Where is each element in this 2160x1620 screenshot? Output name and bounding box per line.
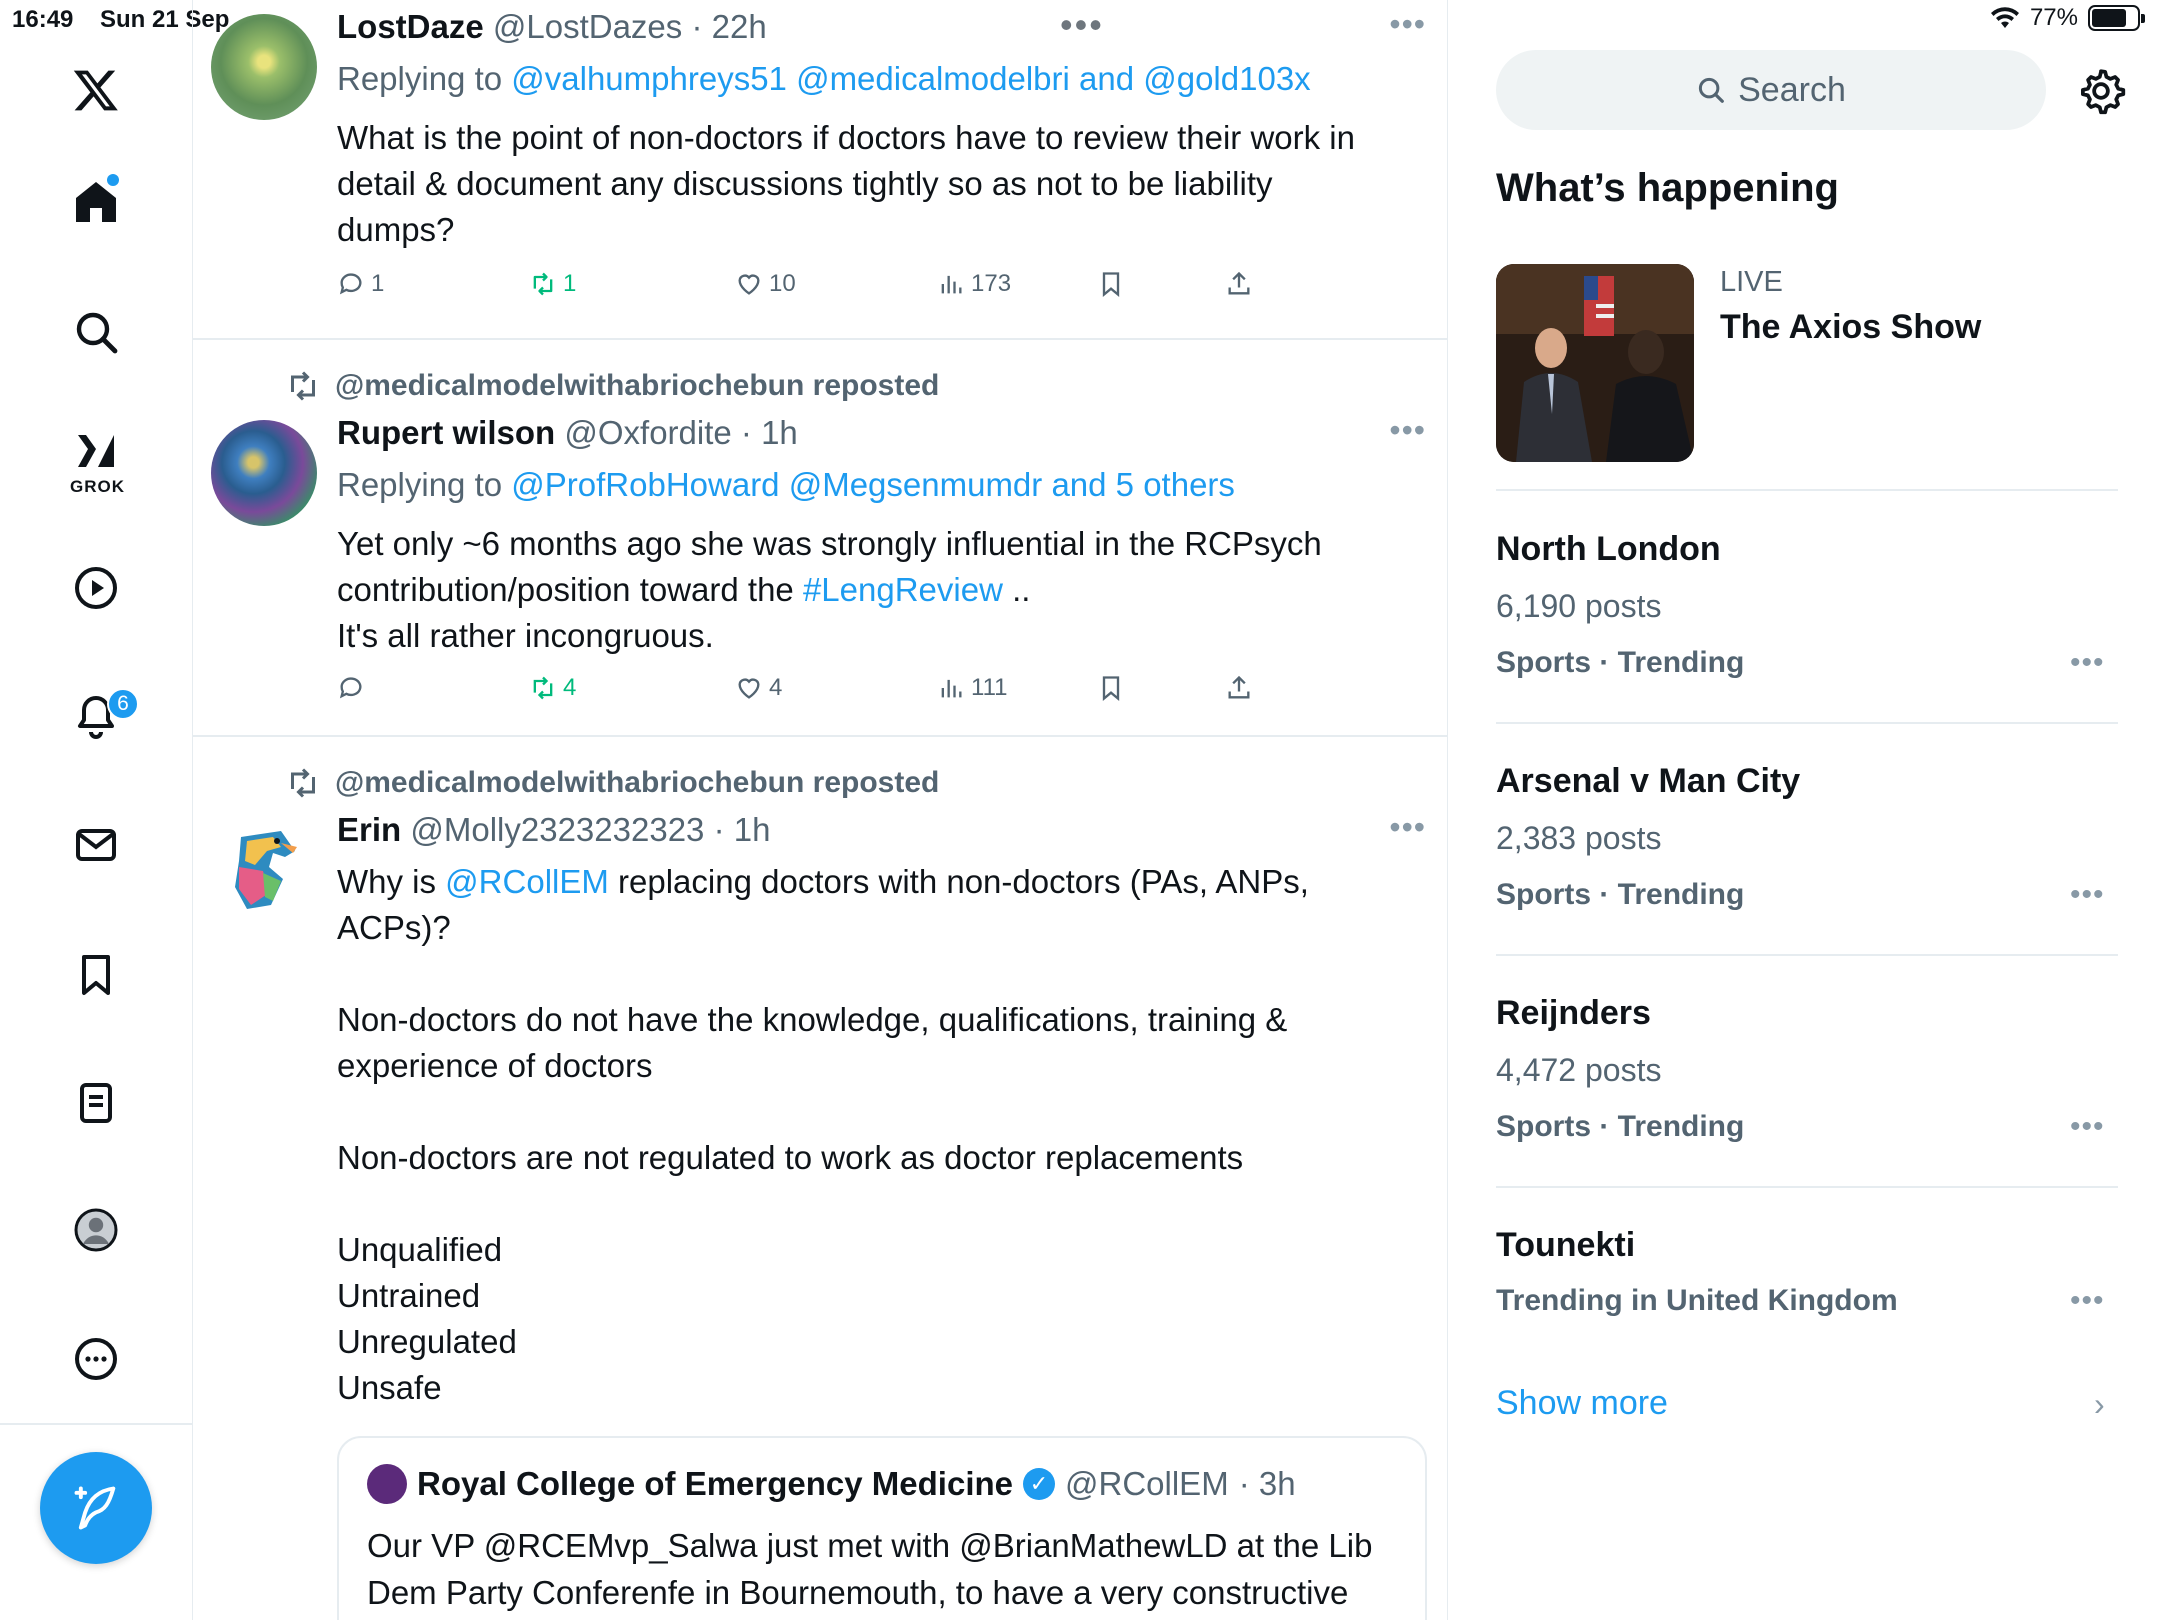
quoted-author-handle[interactable]: @RCollEM (1065, 1465, 1229, 1502)
replying-prefix: Replying to (337, 466, 512, 503)
tweet-text-line (337, 567, 1397, 613)
replying-to (337, 466, 1235, 504)
status-time: 16:49 (12, 6, 74, 33)
tweet-text: What is the point of non-doctors if doctors have to review their work in detail & document any discussions tightly so as not to be liability dumps? (337, 119, 1355, 248)
quoted-tweet-header (367, 1464, 1296, 1504)
repost-button[interactable] (529, 674, 576, 702)
replying-to-users[interactable]: @ProfRobHoward @Megsenmumdr and 5 others (511, 466, 1235, 503)
views-icon (937, 270, 965, 298)
rcem-logo-icon (367, 1464, 407, 1504)
live-title[interactable]: The Axios Show (1720, 308, 1982, 346)
tweet-list-item: Unsafe (337, 1369, 442, 1406)
multitask-dots[interactable]: ••• (1060, 4, 1104, 45)
trend-more-button[interactable]: ••• (2070, 1110, 2105, 1143)
author-name[interactable]: Rupert wilson (337, 414, 556, 451)
trend-divider (1496, 1186, 2118, 1188)
notification-count-badge: 6 (107, 688, 139, 720)
repost-button[interactable] (529, 270, 576, 298)
tweet-more-button[interactable]: ••• (1389, 412, 1426, 448)
eagle-avatar-image (211, 817, 317, 923)
trend-more-button[interactable]: ••• (2070, 878, 2105, 911)
trend-name[interactable]: Tounekti (1496, 1226, 1636, 1264)
like-button[interactable] (735, 674, 782, 702)
settings-gear-icon[interactable] (2076, 66, 2126, 116)
avatar[interactable] (211, 14, 317, 120)
blank-line (337, 1181, 1397, 1227)
repost-label[interactable]: @medicalmodelwithabriochebun reposted (335, 766, 940, 799)
avatar[interactable] (211, 817, 317, 923)
tweet-paragraph: Non-doctors do not have the knowledge, qualifications, training & experience of doctors (337, 1001, 1288, 1084)
share-button[interactable] (1225, 674, 1253, 702)
tweet-actions (337, 270, 1337, 310)
views-icon (937, 674, 965, 702)
text-segment: contribution/position toward the (337, 571, 803, 608)
x-logo-icon[interactable] (66, 60, 126, 120)
trend-divider (1496, 489, 2118, 491)
lists-icon[interactable] (66, 1073, 126, 1133)
repost-context (285, 368, 939, 404)
repost-context (285, 765, 939, 801)
author-name[interactable]: Erin (337, 811, 402, 848)
reply-icon (337, 270, 365, 298)
left-nav (0, 0, 193, 1620)
share-icon (1225, 674, 1253, 702)
quoted-author-name[interactable]: Royal College of Emergency Medicine (417, 1465, 1013, 1502)
trend-meta: Sports · Trending (1496, 646, 1745, 679)
tweet-header (337, 811, 770, 849)
text-segment: .. (1002, 571, 1031, 608)
repost-icon (285, 368, 321, 404)
reply-button[interactable] (337, 674, 371, 702)
search-placeholder: Search (1738, 70, 1846, 109)
tweet-text-line (337, 859, 1397, 905)
share-icon (1225, 270, 1253, 298)
battery-percent: 77% (2029, 4, 2078, 31)
tweet-text (337, 521, 1397, 659)
replying-to (337, 60, 1311, 98)
nav-divider (0, 1423, 193, 1425)
author-handle[interactable]: @LostDazes (492, 8, 683, 45)
repost-icon (529, 270, 557, 298)
views-button[interactable] (937, 270, 1011, 298)
tweet-list-item: Untrained (337, 1277, 481, 1314)
reply-count: 1 (371, 270, 385, 297)
trend-name[interactable]: North London (1496, 530, 1721, 568)
whats-happening-title: What’s happening (1496, 166, 1839, 210)
tweet-text-line: Yet only ~6 months ago she was strongly influential in the RCPsych (337, 525, 1322, 562)
video-icon[interactable] (66, 558, 126, 618)
text-segment: Why is (337, 863, 446, 900)
chevron-right-icon[interactable]: › (2094, 1386, 2105, 1422)
reply-button[interactable] (337, 270, 384, 298)
hashtag-link[interactable]: #LengReview (802, 571, 1003, 608)
trend-more-button[interactable]: ••• (2070, 1284, 2105, 1317)
tweet-header (337, 414, 798, 452)
tweet-time: · 1h (713, 811, 771, 848)
home-notification-dot (107, 174, 119, 186)
tweet-text-line: It's all rather incongruous. (337, 617, 714, 654)
grok-icon[interactable] (66, 426, 126, 476)
tweet-paragraph: Non-doctors are not regulated to work as doctor replacements (337, 1139, 1244, 1176)
tweet-time: · 22h (691, 8, 767, 45)
status-indicators (1990, 4, 2140, 32)
compose-button[interactable] (40, 1452, 152, 1564)
trend-count: 6,190 posts (1496, 588, 1662, 624)
blank-line (337, 1089, 1397, 1135)
show-more-link[interactable]: Show more (1496, 1384, 1668, 1422)
bookmark-icon[interactable] (66, 945, 126, 1005)
text-segment: replacing doctors with non-doctors (PAs, ANPs, (608, 863, 1309, 900)
wifi-icon (1990, 6, 2020, 30)
bookmark-icon (1097, 674, 1125, 702)
heart-icon (735, 270, 763, 298)
trend-divider (1496, 722, 2118, 724)
repost-icon (529, 674, 557, 702)
views-count: 173 (971, 270, 1012, 297)
more-icon[interactable] (66, 1329, 126, 1389)
tweet-text (337, 859, 1397, 1411)
like-count: 10 (769, 270, 796, 297)
quoted-tweet-text: Our VP @RCEMvp_Salwa just met with @BrianMathewLD at the Lib Dem Party Conferenfe in Bournemouth, to have a very constructive (367, 1527, 1373, 1611)
tweet[interactable] (193, 340, 1448, 737)
mail-icon[interactable] (66, 815, 126, 875)
verified-badge-icon: ✓ (1023, 1468, 1055, 1500)
search-icon (1696, 75, 1726, 105)
timeline (193, 0, 1448, 1620)
heart-icon (735, 674, 763, 702)
tweet-header (337, 8, 767, 46)
trend-divider (1496, 954, 2118, 956)
mention-link[interactable]: @RCollEM (445, 863, 609, 900)
tweet-list-item: Unregulated (337, 1323, 517, 1360)
trend-meta: Sports · Trending (1496, 1110, 1745, 1143)
author-name[interactable]: LostDaze (337, 8, 484, 45)
tweet-actions (337, 674, 1337, 714)
live-show-image (1496, 264, 1694, 462)
bookmark-button[interactable] (1097, 674, 1125, 702)
bookmark-button[interactable] (1097, 270, 1125, 298)
replying-prefix: Replying to (337, 60, 512, 97)
profile-icon[interactable] (66, 1200, 126, 1260)
bookmark-icon (1097, 270, 1125, 298)
reply-icon (337, 674, 365, 702)
trend-name[interactable]: Arsenal v Man City (1496, 762, 1801, 800)
tweet-list-item: Unqualified (337, 1231, 503, 1268)
repost-label[interactable]: @medicalmodelwithabriochebun reposted (335, 369, 940, 402)
blank-line (337, 951, 1397, 997)
author-handle[interactable]: @Oxfordite (564, 414, 732, 451)
quoted-tweet[interactable] (337, 1436, 1427, 1620)
compose-icon (70, 1482, 122, 1534)
views-button[interactable] (937, 674, 1007, 702)
tweet-text-line: ACPs)? (337, 909, 451, 946)
author-handle[interactable]: @Molly2323232323 (410, 811, 705, 848)
tweet-time: · 1h (740, 414, 798, 451)
tweet[interactable] (193, 0, 1448, 340)
repost-icon (285, 765, 321, 801)
trend-more-button[interactable]: ••• (2070, 646, 2105, 679)
grok-label: GROK (70, 477, 125, 496)
views-count: 111 (971, 674, 1008, 701)
search-input[interactable] (1496, 50, 2046, 130)
status-date: Sun 21 Sep (100, 6, 230, 33)
trend-meta: Trending in United Kingdom (1496, 1284, 1898, 1317)
trend-count: 2,383 posts (1496, 820, 1662, 856)
replying-to-users[interactable]: @valhumphreys51 @medicalmodelbri and @gold103x (511, 60, 1311, 97)
share-button[interactable] (1225, 270, 1253, 298)
avatar[interactable] (211, 420, 317, 526)
search-icon[interactable] (66, 302, 126, 362)
repost-count: 4 (563, 674, 577, 701)
like-count: 4 (769, 674, 783, 701)
repost-count: 1 (563, 270, 577, 297)
trend-name[interactable]: Reijnders (1496, 994, 1651, 1032)
live-thumbnail[interactable] (1496, 264, 1694, 462)
battery-icon (2088, 5, 2140, 31)
live-tag: LIVE (1720, 266, 1783, 298)
trend-meta: Sports · Trending (1496, 878, 1745, 911)
tweet-more-button[interactable]: ••• (1389, 809, 1426, 845)
quoted-time: · 3h (1238, 1465, 1296, 1502)
trend-count: 4,472 posts (1496, 1052, 1662, 1088)
like-button[interactable] (735, 270, 796, 298)
tweet-more-button[interactable]: ••• (1389, 6, 1426, 42)
